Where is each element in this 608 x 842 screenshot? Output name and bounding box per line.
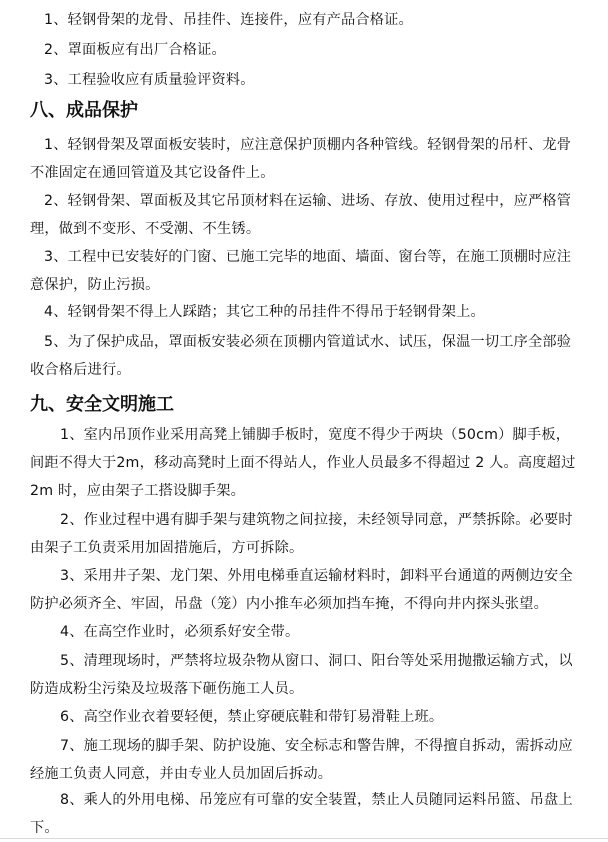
section-9-item-4: 4、在高空作业时，必须系好安全带。	[60, 624, 300, 640]
section-9-item-1: 1、室内吊顶作业采用高凳上铺脚手板时，宽度不得少于两块（50cm）脚手板，间距不得大于2m，移动高凳时上面不得站人，作业人员最多不得超过 2 人。高度超过 2m 时，应由架子工搭设脚手架。	[30, 427, 576, 499]
page-bottom-divider	[0, 838, 608, 839]
intro-item-1: 1、轻钢骨架的龙骨、吊挂件、连接件，应有产品合格证。	[44, 12, 413, 28]
section-9-item-2: 2、作业过程中遇有脚手架与建筑物之间拉接，未经领导同意，严禁拆除。必要时由架子工负责采用加固措施后，方可拆除。	[30, 512, 573, 556]
section-8-item-2: 2、轻钢骨架、罩面板及其它吊顶材料在运输、进场、存放、使用过程中，应严格管理，做到不变形、不受潮、不生锈。	[30, 193, 572, 237]
section-8-item-5: 5、为了保护成品，罩面板安装必须在顶棚内管道试水、试压，保温一切工序全部验收合格后进行。	[30, 334, 572, 378]
section-9-heading: 九、安全文明施工	[30, 394, 174, 415]
section-9-item-7: 7、施工现场的脚手架、防护设施、安全标志和警告牌，不得擅自拆动，需拆动应经施工负责人同意，并由专业人员加固后拆动。	[30, 738, 573, 782]
section-8-heading: 八、成品保护	[30, 100, 138, 121]
intro-item-2: 2、罩面板应有出厂合格证。	[44, 42, 226, 58]
section-9-item-6: 6、高空作业衣着要轻便，禁止穿硬底鞋和带钉易滑鞋上班。	[60, 709, 444, 725]
section-9-item-8: 8、乘人的外用电梯、吊笼应有可靠的安全装置，禁止人员随同运料吊篮、吊盘上下。	[30, 792, 573, 836]
section-8-item-1: 1、轻钢骨架及罩面板安装时，应注意保护顶棚内各种管线。轻钢骨架的吊杆、龙骨不准固定在通回管道及其它设备件上。	[30, 137, 572, 181]
intro-item-3: 3、工程验收应有质量验评资料。	[44, 72, 255, 88]
section-9-item-3: 3、采用井子架、龙门架、外用电梯垂直运输材料时，卸料平台通道的两侧边安全防护必须齐全、牢固，吊盘（笼）内小推车必须加挡车掩，不得向井内探头张望。	[30, 568, 573, 612]
section-8-item-4: 4、轻钢骨架不得上人踩踏；其它工种的吊挂件不得吊于轻钢骨架上。	[44, 304, 485, 320]
section-9-item-5: 5、清理现场时，严禁将垃圾杂物从窗口、洞口、阳台等处采用抛撒运输方式，以防造成粉尘污染及垃圾落下砸伤施工人员。	[30, 653, 573, 697]
section-8-item-3: 3、工程中已安装好的门窗、已施工完毕的地面、墙面、窗台等，在施工顶棚时应注意保护，防止污损。	[30, 249, 572, 293]
